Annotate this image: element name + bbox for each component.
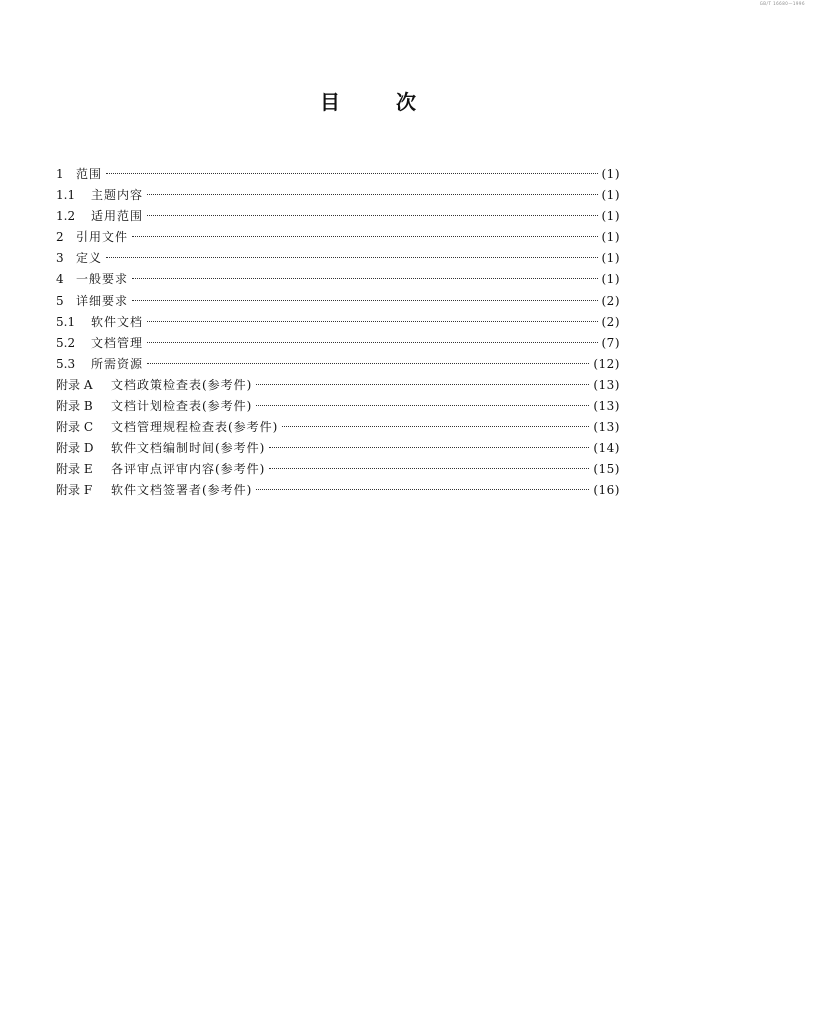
toc-entry-page: (13) [593,420,620,435]
toc-entry-number: 1 [56,167,64,181]
toc-entry[interactable] [56,291,620,312]
toc-entry-title: 文档管理 [91,335,144,350]
toc-entry-number: 1.2 [56,209,76,224]
toc-entry-title: 各评审点评审内容(参考件) [111,462,266,477]
toc-entry-title: 文档管理规程检查表(参考件) [111,420,279,435]
toc-entry-page: (1) [601,230,620,245]
toc-entry-title: 主题内容 [91,188,144,203]
dot-leader [269,468,589,469]
toc-entry-title: 引用文件 [76,230,129,245]
toc-entry[interactable] [56,164,620,185]
table-of-contents [56,164,620,502]
toc-entry-title: 一般要求 [76,272,129,287]
dot-leader [106,257,597,258]
toc-entry[interactable] [56,396,620,417]
toc-entry[interactable] [56,206,620,227]
dot-leader [106,173,597,174]
dot-leader [269,447,589,448]
toc-entry-title: 文档政策检查表(参考件) [111,377,253,392]
toc-entry-title: 软件文档签署者(参考件) [111,483,253,498]
toc-entry-page: (14) [593,441,620,456]
toc-entry-page: (2) [601,314,620,329]
toc-entry-number: 附录 C [56,420,93,435]
toc-entry[interactable] [56,312,620,333]
toc-entry-title: 软件文档编制时间(参考件) [111,441,266,456]
toc-entry-page: (16) [593,483,620,498]
toc-entry-page: (13) [593,399,620,414]
toc-entry-number: 1.1 [56,188,76,203]
dot-leader [256,489,589,490]
toc-entry-page: (1) [601,209,620,224]
toc-entry-number: 5 [56,293,64,308]
toc-entry-page: (12) [593,356,620,371]
toc-entry-page: (13) [593,377,620,392]
toc-entry-number: 附录 F [56,483,93,498]
toc-entry-page: (1) [601,272,620,287]
toc-entry-title: 软件文档 [91,314,144,329]
dot-leader [147,321,597,322]
toc-entry[interactable] [56,417,620,438]
toc-entry-number: 5.2 [56,335,76,350]
dot-leader [256,384,589,385]
toc-entry[interactable] [56,438,620,459]
toc-entry-number: 4 [56,272,64,287]
toc-entry[interactable] [56,248,620,269]
toc-entry-number: 5.3 [56,356,76,371]
toc-entry[interactable] [56,227,620,248]
toc-entry-page: (15) [593,462,620,477]
toc-entry-number: 附录 B [56,399,93,414]
dot-leader [256,405,589,406]
toc-entry-title: 定义 [76,251,103,266]
dot-leader [147,363,589,364]
toc-entry-title: 适用范围 [91,209,144,224]
toc-entry-page: (1) [601,167,620,181]
toc-entry-title: 文档计划检查表(参考件) [111,399,253,414]
toc-entry-page: (1) [601,188,620,203]
toc-entry-title: 详细要求 [76,293,129,308]
toc-entry[interactable] [56,459,620,480]
header-mark: GB/T 16680—1996 [759,1,805,6]
toc-entry-page: (1) [601,251,620,266]
toc-entry-number: 2 [56,230,64,245]
dot-leader [132,236,597,237]
dot-leader [147,342,597,343]
toc-entry-number: 5.1 [56,314,76,329]
toc-entry[interactable] [56,375,620,396]
toc-entry[interactable] [56,269,620,290]
toc-entry-number: 3 [56,251,64,266]
dot-leader [282,426,589,427]
dot-leader [132,300,597,301]
toc-entry-page: (7) [601,335,620,350]
dot-leader [132,278,597,279]
toc-entry-number: 附录 E [56,462,93,477]
toc-entry[interactable] [56,333,620,354]
toc-entry-number: 附录 A [56,377,93,392]
toc-entry-title: 所需资源 [91,356,144,371]
toc-entry-page: (2) [601,293,620,308]
toc-entry-title: 范围 [76,167,103,181]
page-title: 目次 [320,90,472,114]
toc-entry-number: 附录 D [56,441,94,456]
toc-entry[interactable] [56,185,620,206]
dot-leader [147,215,597,216]
toc-entry[interactable] [56,354,620,375]
dot-leader [147,194,597,195]
toc-entry[interactable] [56,480,620,501]
